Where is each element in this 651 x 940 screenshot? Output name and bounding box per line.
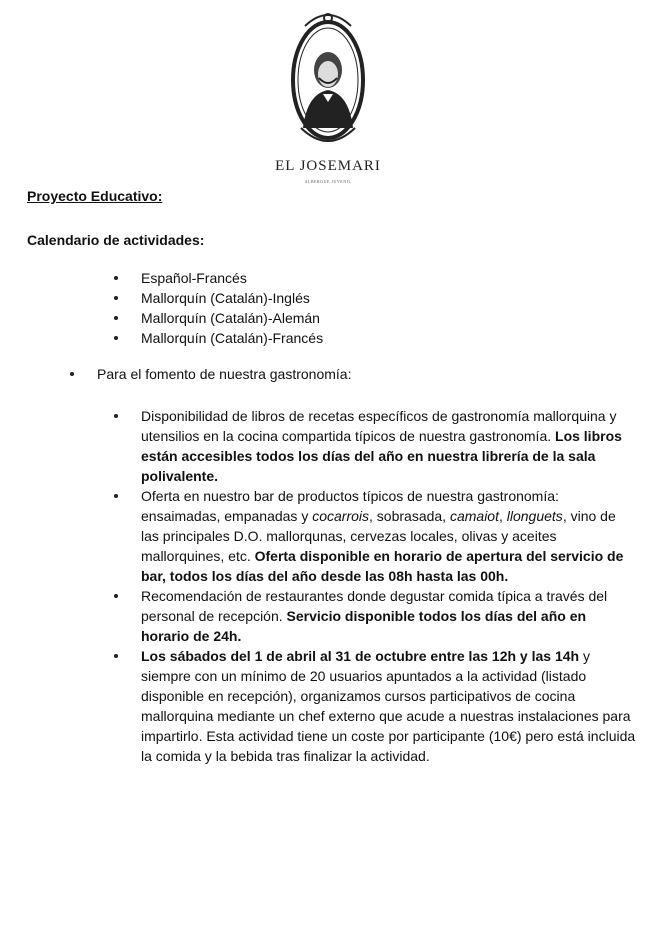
- list-item: Mallorquín (Catalán)-Inglés: [141, 288, 637, 308]
- document-title: Proyecto Educativo:: [27, 188, 163, 204]
- brand-name: EL JOSEMARI: [275, 158, 381, 174]
- document-body: [27, 186, 637, 766]
- activity-bar: Oferta en nuestro bar de productos típicos de nuestra gastronomía: ensaimadas, empanadas y cocarrois, sobrasada, camaiot, llonguets, vino de las principales D.O. mallorqunas, cervezas locales, olivas y aceites mallorquines, etc. Oferta disponible en horario de apertura del servicio de bar, todos los días del año desde las 08h hasta las 00h.: [141, 486, 637, 586]
- activities-list: [97, 406, 637, 766]
- portrait-frame-icon: [283, 8, 373, 156]
- bullet-icon: [114, 414, 118, 418]
- bullet-icon: [70, 372, 74, 376]
- list-item: Mallorquín (Catalán)-Francés: [141, 328, 637, 348]
- bullet-icon: [114, 594, 118, 598]
- bullet-icon: [114, 316, 118, 320]
- list-item: [97, 364, 637, 766]
- brand-subtitle: ALBERGUE JUVENIL: [304, 179, 352, 184]
- activity-cooking: Los sábados del 1 de abril al 31 de octubre entre las 12h y las 14h y siempre con un mínimo de 20 usuarios apuntados a la actividad (listado disponible en recepción), organizamos cursos participativos de cocina mallorquina mediante un chef externo que acude a nuestras instalaciones para impartirlo. Esta actividad tiene un coste por participante (10€) pero está incluida la comida y la bebida tras finalizar la actividad.: [141, 646, 637, 766]
- bullet-icon: [114, 336, 118, 340]
- section-heading: Calendario de actividades:: [27, 232, 205, 248]
- bullet-icon: [114, 276, 118, 280]
- bullet-icon: [114, 654, 118, 658]
- activity-restaurants: Recomendación de restaurantes donde degustar comida típica a través del personal de recepción. Servicio disponible todos los días del año en horario de 24h.: [141, 586, 637, 646]
- language-pairs-list: [27, 268, 637, 348]
- gastronomy-list: [27, 364, 637, 766]
- gastronomy-heading: Para el fomento de nuestra gastronomía:: [97, 366, 352, 382]
- activity-books: Disponibilidad de libros de recetas específicos de gastronomía mallorquina y utensilios en la cocina compartida típicos de nuestra gastronomía. Los libros están accesibles todos los días del año en nuestra librería de la sala polivalente.: [141, 406, 637, 486]
- list-item: Mallorquín (Catalán)-Alemán: [141, 308, 637, 328]
- bullet-icon: [114, 494, 118, 498]
- list-item: Español-Francés: [141, 268, 637, 288]
- bullet-icon: [114, 296, 118, 300]
- logo: [275, 8, 381, 188]
